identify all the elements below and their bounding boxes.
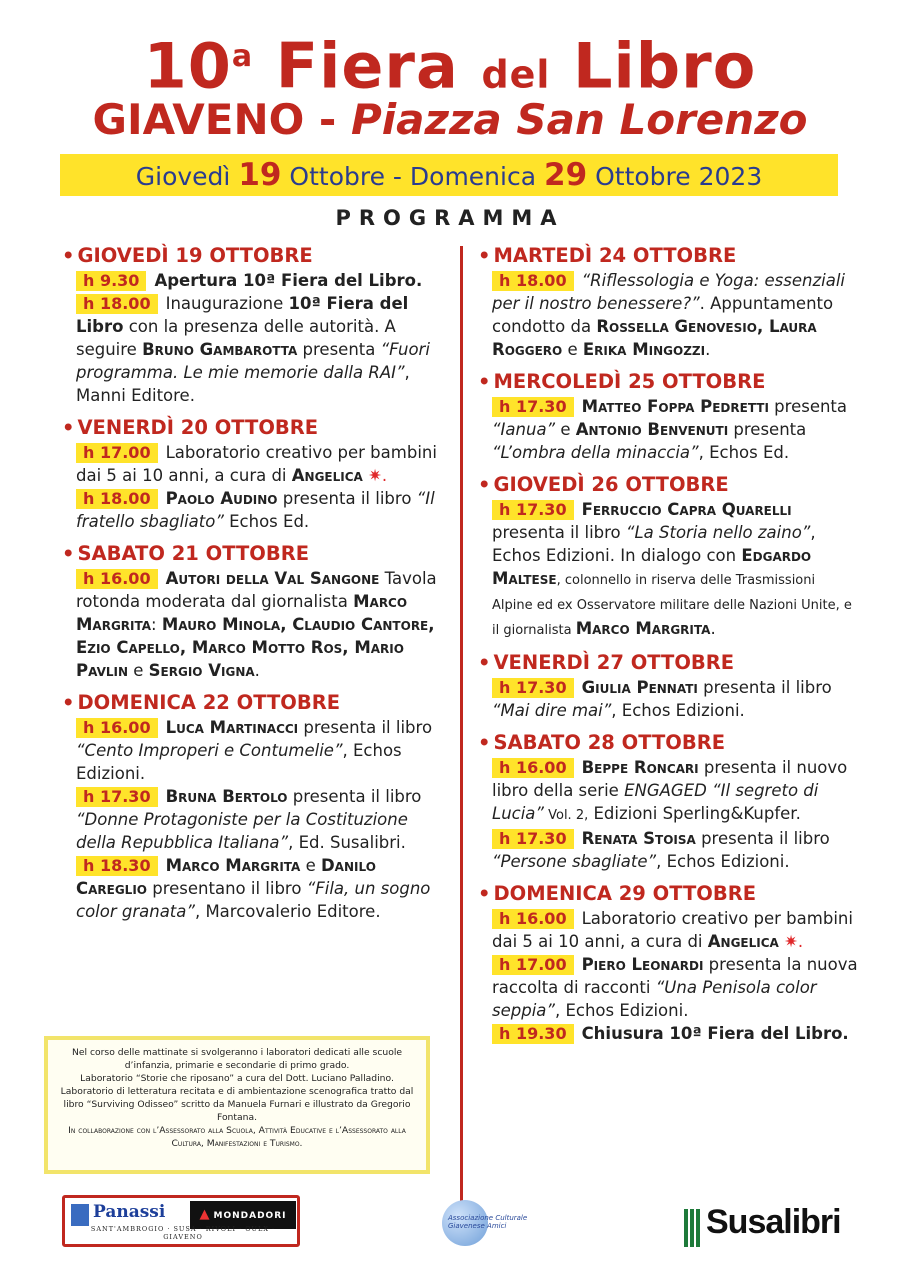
bullet-icon: • [478,244,491,267]
event-text: presenta [728,420,807,439]
event-text: Piero Leonardi [581,955,704,974]
program-day [478,881,858,1045]
event-text: , Echos Ed. [698,443,790,462]
program-event [492,907,858,953]
event-time-badge: h 18.30 [76,856,158,876]
event-time-badge: h 16.00 [492,909,574,929]
program-event [492,395,858,464]
event-text: “Mai dire mai” [492,701,612,720]
date-start-day: Giovedì [135,162,231,191]
event-text: Angelica [707,932,779,951]
event-text: : [151,615,162,634]
event-time-badge: h 16.00 [76,718,158,738]
event-text: Echos Ed. [223,512,310,531]
event-text: Giulia Pennati [581,678,698,697]
title-number: 10 [143,29,232,103]
event-text: “Fila, un sogno color granata” [76,879,431,921]
event-text: Vol. 2, [543,808,589,823]
event-text: Bruna Bertolo [165,787,288,806]
day-heading-text: DOMENICA 22 OTTOBRE [77,691,341,714]
program-day [62,541,442,682]
city-name: GIAVENO - [92,95,337,144]
bullet-icon: • [478,370,491,393]
event-text: ENGAGED [624,781,707,800]
event-text: , Echos Edizioni. In dialogo con [492,523,816,565]
program-day [478,472,858,642]
title-word-del: del [481,52,551,97]
event-text: “Persone sbagliate” [492,852,657,871]
date-end-num: 29 [544,157,588,193]
program-event [492,676,858,722]
program-day [62,690,442,923]
event-text: con la presenza delle autorità. A seguire [76,317,396,359]
date-start-month: Ottobre [289,162,385,191]
column-divider [460,246,463,1236]
event-time-badge: h 9.30 [76,271,146,291]
amici-association-logo [442,1196,526,1252]
title-location [0,95,900,145]
event-text: Bruno Gambarotta [142,340,298,359]
event-text: “Fuori programma. Le mie memorie dalla RAI” [76,340,430,382]
day-heading [478,472,858,498]
event-text: presenta [297,340,381,359]
panassi-logo-text: Panassi [93,1202,166,1222]
bullet-icon: • [62,244,75,267]
notice-paragraph: In collaborazione con l’Assessorato alla Scuola, Attività Educative e l’Assessorato alla Cultura, Manifestazioni e Turismo. [68,1125,406,1149]
event-text: presentano il libro [147,879,307,898]
event-text: Autori della Val Sangone [165,569,380,588]
event-time-badge: h 18.00 [492,271,574,291]
day-heading-text: MARTEDÌ 24 OTTOBRE [493,244,737,267]
programma-heading: PROGRAMMA [335,206,565,230]
event-text: “Riflessologia e Yoga: essenziali per il nostro benessere?” [492,271,845,313]
event-text: Sergio Vigna [148,661,255,680]
event-text: Apertura 10ª Fiera del Libro. [154,271,423,290]
susalibri-logo-text: Susalibri [706,1203,841,1241]
event-text: presenta il libro [277,489,417,508]
program-day [478,243,858,361]
event-text: . [254,661,260,680]
day-heading-text: SABATO 28 OTTOBRE [493,731,726,754]
panassi-mondadori-logo [62,1195,300,1247]
day-heading-text: VENERDÌ 27 OTTOBRE [493,651,735,674]
event-time-badge: h 18.00 [76,294,158,314]
event-text: e [300,856,321,875]
event-time-badge: h 17.30 [492,678,574,698]
day-heading [478,881,858,907]
event-text: Renata Stoisa [581,829,696,848]
program-event [492,756,858,827]
program-event [76,269,442,292]
notice-paragraph: Nel corso delle mattinate si svolgeranno i laboratori dedicati alle scuole d’infanzia, primarie e secondarie di primo grado. [71,1047,403,1071]
event-text: , Manni Editore. [76,363,410,405]
event-text: “Donne Protagoniste per la Costituzione della Repubblica Italiana” [76,810,408,852]
program-day [62,415,442,533]
day-heading [478,369,858,395]
title-ordinal: a [231,39,254,74]
program-day [62,243,442,407]
event-time-badge: h 17.30 [76,787,158,807]
event-text: presenta [768,397,848,416]
title-word-fiera: Fiera [275,29,459,103]
event-text: presenta il libro [697,678,832,697]
event-text: , Ed. Susalibri. [288,833,406,852]
event-text: presenta il libro [298,718,433,737]
mondadori-icon: ▲ [199,1207,211,1222]
event-text: Danilo Careglio [76,856,376,898]
event-text: . [710,619,716,638]
event-time-badge: h 16.00 [76,569,158,589]
day-heading [62,243,442,269]
event-text: e [562,340,583,359]
program-day [478,369,858,464]
day-heading-text: DOMENICA 29 OTTOBRE [493,882,757,905]
program-day [478,730,858,873]
event-text: Chiusura 10ª Fiera del Libro. [581,1024,849,1043]
event-text: Edizioni Sperling&Kupfer. [588,804,801,823]
title-word-libro: Libro [573,29,757,103]
event-time-badge: h 19.30 [492,1024,574,1044]
event-time-badge: h 17.00 [76,443,158,463]
event-text: Tavola rotonda moderata dal giornalista [76,569,437,611]
bullet-icon: • [478,731,491,754]
event-text: Inaugurazione [165,294,289,313]
event-text: Edgardo Maltese [492,546,812,588]
event-time-badge: h 17.30 [492,397,574,417]
mondadori-logo-text: MONDADORI [213,1211,287,1221]
bullet-icon: • [478,473,491,496]
program-event [492,953,858,1022]
event-time-badge: h 18.00 [76,489,158,509]
book-icon [71,1204,89,1226]
program-event [76,292,442,407]
event-text: presenta la nuova raccolta di racconti [492,955,858,997]
event-text: Angelica [291,466,363,485]
day-heading-text: SABATO 21 OTTOBRE [77,542,310,565]
event-text: , Echos Edizioni. [656,852,790,871]
event-text: e [128,661,149,680]
event-text: Paolo Audino [165,489,278,508]
program-event [76,567,442,682]
event-text: . Appuntamento condotto da [492,294,834,336]
program-event [76,487,442,533]
event-text: , Echos Edizioni. [554,1001,689,1020]
program-event [492,1022,858,1045]
event-text: presenta il libro [492,523,626,542]
event-text: “Cento Improperi e Contumelie” [76,741,343,760]
program-column-left [62,243,442,931]
amici-logo-text: Associazione Culturale Giavenese Amici [448,1214,528,1230]
program-event [76,441,442,487]
event-text: “La Storia nello zaino” [625,523,811,542]
date-end-day: Domenica [409,162,537,191]
event-text: Erika Mingozzi [582,340,706,359]
event-time-badge: h 16.00 [492,758,574,778]
event-text: Marco Margrita [575,619,711,638]
bullet-icon: • [62,416,75,439]
day-heading [62,415,442,441]
event-text: Ferruccio Capra Quarelli [581,500,792,519]
event-text: , Echos Edizioni. [76,741,402,783]
place-name: Piazza San Lorenzo [350,95,808,144]
event-text: Beppe Roncari [581,758,699,777]
event-text: e [555,420,576,439]
date-year: 2023 [698,162,763,191]
date-start-num: 19 [238,157,282,193]
school-notice-box [44,1036,430,1174]
date-end-month: Ottobre [595,162,691,191]
day-heading-text: VENERDÌ 20 OTTOBRE [77,416,319,439]
event-text: “Il segreto di Lucia” [492,781,819,823]
event-text: “L’ombra della minaccia” [492,443,699,462]
day-heading [478,243,858,269]
program-event [76,854,442,923]
program-column-right [478,243,858,1053]
event-text: Rossella Genovesio, Laura Roggero [492,317,817,359]
event-text: presenta il libro [287,787,422,806]
event-text: Laboratorio creativo per bambini dai 5 ai 10 anni, a cura di [492,909,853,951]
event-text: Matteo Foppa Pedretti [581,397,769,416]
program-event [76,716,442,785]
panassi-locations: SANT'AMBROGIO · SUSA · RIVOLI · OULX · GIAVENO [90,1225,276,1241]
bullet-icon: • [62,691,75,714]
bullet-icon: • [478,882,491,905]
event-text: Mauro Minola, Claudio Cantore, Ezio Capello, Marco Motto Ros, Mario Pavlin [76,615,435,680]
program-event [76,785,442,854]
event-text: , Marcovalerio Editore. [194,902,381,921]
program-event [492,827,858,873]
bullet-icon: • [62,542,75,565]
event-time-badge: h 17.30 [492,500,574,520]
event-text: Marco Margrita [76,592,408,634]
day-heading [478,730,858,756]
day-heading-text: GIOVEDÌ 19 OTTOBRE [77,244,313,267]
event-text: ✷. [362,466,388,485]
program-event [492,269,858,361]
bullet-icon: • [478,651,491,674]
program-event [492,498,858,642]
event-text: presenta il nuovo libro della serie [492,758,848,800]
event-text: Marco Margrita [165,856,301,875]
event-text: “Ianua” [492,420,556,439]
event-text: Luca Martinacci [165,718,299,737]
day-heading-text: MERCOLEDÌ 25 OTTOBRE [493,370,766,393]
event-text: , colonnello in riserva delle Trasmissioni Alpine ed ex Osservatore militare delle Nazioni Unite, e il giornalista [492,573,852,638]
notice-paragraph: Laboratorio di letteratura recitata e di ambientazione scenografica tratto dal libro “Surviving Odisseo” scritto da Manuela Furnari e illustrato da Gregorio Fontana. [60,1086,414,1123]
event-text: Laboratorio creativo per bambini dai 5 ai 10 anni, a cura di [76,443,437,485]
event-text: “Il fratello sbagliato” [76,489,435,531]
event-text: , Echos Edizioni. [611,701,745,720]
event-text: 10ª Fiera del Libro [76,294,409,336]
program-day [478,650,858,722]
event-text: . [705,340,711,359]
event-text: presenta il libro [695,829,830,848]
event-time-badge: h 17.30 [492,829,574,849]
books-icon [684,1209,702,1247]
event-text: Antonio Benvenuti [575,420,729,439]
day-heading [62,541,442,567]
date-separator: - [392,162,402,191]
susalibri-logo [684,1203,844,1253]
day-heading [478,650,858,676]
notice-paragraph: Laboratorio “Storie che riposano” a cura del Dott. Luciano Palladino. [80,1073,394,1084]
event-text: “Una Penisola color seppia” [492,978,817,1020]
day-heading-text: GIOVEDÌ 26 OTTOBRE [493,473,729,496]
date-banner [60,154,838,196]
event-text: ✷. [778,932,804,951]
day-heading [62,690,442,716]
event-time-badge: h 17.00 [492,955,574,975]
